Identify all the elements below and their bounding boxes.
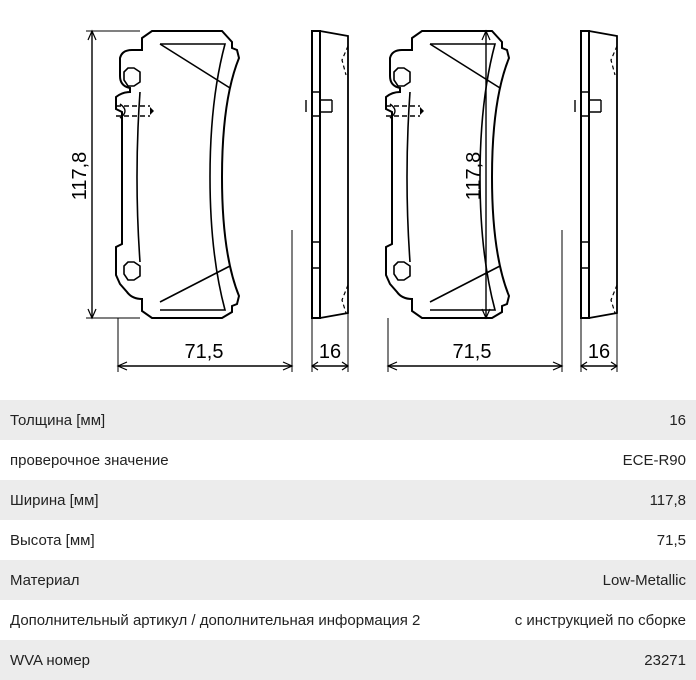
- right-thickness-dimension: [581, 313, 617, 372]
- spec-label: Ширина [мм]: [10, 491, 99, 509]
- spec-label: Материал: [10, 571, 80, 589]
- spec-row-material: [0, 560, 696, 600]
- spec-row-wva-number: [0, 640, 696, 680]
- spec-value: Low-Metallic: [602, 571, 686, 589]
- left-height-dimension: [69, 31, 140, 318]
- spec-value: 23271: [644, 651, 686, 669]
- spec-label: проверочное значение: [10, 451, 169, 469]
- spec-value: 117,8: [649, 491, 686, 509]
- spec-label: Высота [мм]: [10, 531, 95, 549]
- left-thickness-dimension: [312, 313, 348, 372]
- left-width-dimension: [118, 230, 292, 372]
- right-pad-side-view: [575, 31, 617, 318]
- spec-row-width: [0, 480, 696, 520]
- spec-label: Толщина [мм]: [10, 411, 106, 429]
- right-width-dimension: [388, 230, 562, 372]
- spec-row-thickness: [0, 400, 696, 440]
- spec-value: 71,5: [656, 531, 686, 549]
- spec-label: WVA номер: [10, 651, 91, 669]
- left-pad-front-view: [116, 31, 239, 318]
- left-height-label: 117,8: [69, 151, 91, 201]
- specs-table: [0, 400, 696, 680]
- right-pad-front-view: [386, 31, 509, 318]
- right-thickness-label: 16: [587, 341, 611, 363]
- right-height-label: 117,8: [463, 151, 485, 201]
- spec-row-height: [0, 520, 696, 560]
- left-pad-side-view: [306, 31, 348, 318]
- spec-value: с инструкцией по сборке: [514, 611, 686, 629]
- spec-label: Дополнительный артикул / дополнительная информация 2: [10, 611, 421, 629]
- spec-row-test-mark: [0, 440, 696, 480]
- right-width-label: 71,5: [452, 341, 492, 363]
- spec-value: 16: [669, 411, 686, 429]
- left-thickness-label: 16: [318, 341, 342, 363]
- spec-row-additional-info: [0, 600, 696, 640]
- left-width-label: 71,5: [184, 341, 224, 363]
- spec-value: ECE-R90: [622, 451, 686, 469]
